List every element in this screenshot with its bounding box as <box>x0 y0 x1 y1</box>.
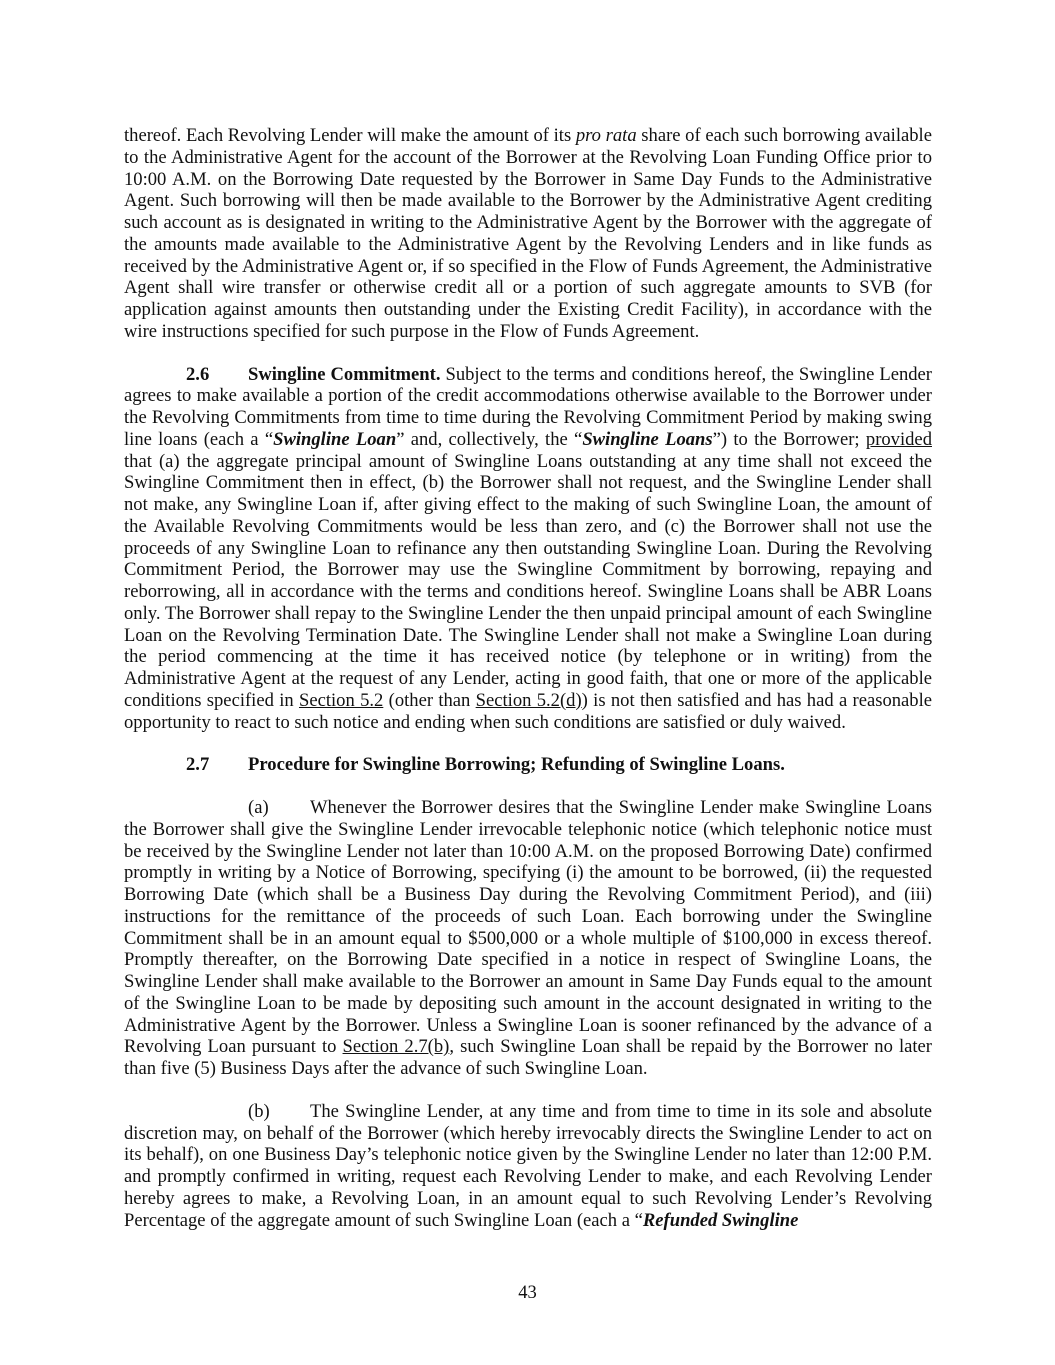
subparagraph-label: (a) <box>248 797 269 818</box>
section-title: Swingline Commitment. <box>248 363 441 385</box>
text-segment: ” and, collectively, the “ <box>396 428 583 450</box>
italic-term: pro rata <box>575 125 637 146</box>
defined-term: Swingline Loan <box>273 428 397 450</box>
continuation-paragraph <box>124 125 932 343</box>
text-segment: ”) to the Borrower; <box>712 428 866 450</box>
section-reference: Section 5.2(d) <box>475 689 582 711</box>
section-number: 2.6 <box>186 363 210 385</box>
section-reference: Section 2.7(b) <box>342 1036 450 1058</box>
text-segment: ) is not then satisfied and has had a reasonable opportunity to react to such notice and ending when such conditions are satisfied or duly waived. <box>124 689 933 733</box>
subparagraph-a <box>124 797 932 1080</box>
document-body <box>124 125 932 1252</box>
text-segment: that (a) the aggregate principal amount of Swingline Loans outstanding at any time shall not exceed the Swingline Commitment then in effect, (b) the Borrower shall not request, and the Swingline Lender shall not make, any Swingline Loan if, after giving effect to the making of such Swingline Loan, the amount of the Available Revolving Commitments would be less than zero, and (c) the Borrower shall not use the proceeds of any Swingline Loan to refinance any then outstanding Swingline Loan. During the Revolving Commitment Period, the Borrower may use the Swingline Commitment by borrowing, repaying and reborrowing, all in accordance with the terms and conditions hereof. Swingline Loans shall be ABR Loans only. The Borrower shall repay to the Swingline Lender the then unpaid principal amount of each Swingline Loan on the Revolving Termination Date. The Swingline Lender shall not make a Swingline Loan during the period commencing at the time it has received notice (by telephone or in writing) from the Administrative Agent at the request of any Lender, acting in good faith, that one or more of the applicable conditions specified in <box>124 450 932 711</box>
section-number: 2.7 <box>186 754 210 776</box>
section-2-6-paragraph <box>124 364 932 734</box>
defined-term: Refunded Swingline <box>642 1209 799 1231</box>
subparagraph-label: (b) <box>248 1100 270 1122</box>
section-title: Procedure for Swingline Borrowing; Refunding of Swingline Loans. <box>248 754 785 776</box>
subparagraph-b <box>124 1101 932 1232</box>
text-segment: (other than <box>383 689 476 711</box>
text-segment: share of each such borrowing available to the Administrative Agent for the account of the Borrower at the Revolving Loan Funding Office prior to 10:00 A.M. on the Borrowing Date requested by the Borrower in Same Day Funds to the Administrative Agent. Such borrowing will then be made available to the Borrower by the Administrative Agent crediting such account as is designated in writing to the Administrative Agent by the Borrower with the aggregate of the amounts made available to the Administrative Agent by the Revolving Lenders and in like funds as received by the Administrative Agent or, if so specified in the Flow of Funds Agreement, the Administrative Agent shall wire transfer or otherwise credit all or a portion of such aggregate amounts to SVB (for application against amounts then outstanding under the Existing Credit Facility), in accordance with the wire instructions specified for such purpose in the Flow of Funds Agreement. <box>124 125 932 342</box>
text-segment: thereof. Each Revolving Lender will make the amount of its <box>124 125 576 146</box>
text-segment: , such Swingline Loan shall be repaid by the Borrower no later than five (5) Business Days after the advance of such Swingline Loan. <box>124 1036 932 1079</box>
text-segment: Whenever the Borrower desires that the Swingline Lender make Swingline Loans the Borrower shall give the Swingline Lender irrevocable telephonic notice (which telephonic notice must be received by the Swingline Lender not later than 10:00 A.M. on the proposed Borrowing Date) confirmed promptly in writing by a Notice of Borrowing, specifying (i) the amount to be borrowed, (ii) the requested Borrowing Date (which shall be a Business Day during the Revolving Commitment Period), and (iii) instructions for the remittance of the proceeds of such Loan. Each borrowing under the Swingline Commitment shall be in an amount equal to $500,000 or a whole multiple of $100,000 in excess thereof. Promptly thereafter, on the Borrowing Date specified in a notice in respect of Swingline Loans, the Swingline Lender shall make available to the Borrower an amount in Same Day Funds equal to the amount of the Swingline Loan to be made by depositing such amount in the account designated in writing to the Administrative Agent by the Borrower. Unless a Swingline Loan is sooner refinanced by the advance of a Revolving Loan pursuant to <box>124 797 932 1058</box>
text-segment: Subject to the terms and conditions hereof, the Swingline Lender agrees to make available a portion of the credit accommodations otherwise available to the Borrower under the Revolving Commitments from time to time during the Revolving Commitment Period by making swing line loans (each a “ <box>124 363 932 450</box>
defined-term: Swingline Loans <box>582 428 713 450</box>
section-2-7-heading <box>124 754 932 776</box>
page-number: 43 <box>518 1282 537 1303</box>
underlined-term: provided <box>865 428 932 450</box>
section-reference: Section 5.2 <box>298 689 384 711</box>
text-segment: The Swingline Lender, at any time and from time to time in its sole and absolute discretion may, on behalf of the Borrower (which hereby irrevocably directs the Swingline Lender to act on its behalf), on one Business Day’s telephonic notice given by the Swingline Lender no later than 12:00 P.M. and promptly confirmed in writing, request each Revolving Lender to make, and each Revolving Lender hereby agrees to make, a Revolving Loan, in an amount equal to such Revolving Lender’s Revolving Percentage of the aggregate amount of such Swingline Loan (each a “ <box>124 1100 932 1231</box>
